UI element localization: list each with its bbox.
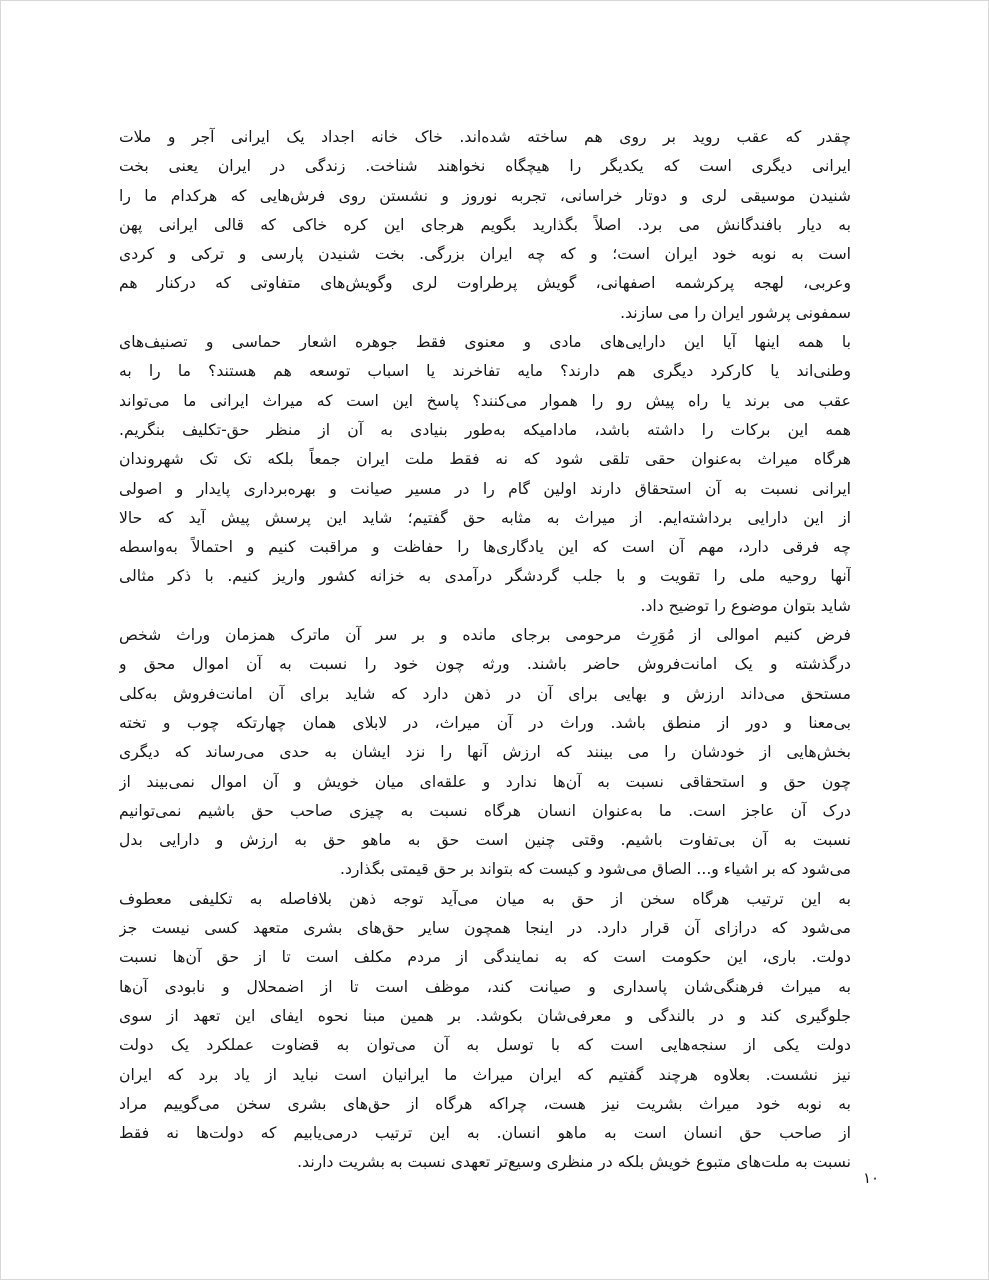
text-line: شاید بتوان موضوع را توضیح داد. <box>640 596 851 615</box>
text-line: سمفونی پرشور ایران را می سازند. <box>620 303 851 322</box>
text-line: مستحق می‌داند ارزش و بهایی برای آن در ذهن دارد که شاید برای آن امانت‌فروش به‌کلی <box>119 684 851 703</box>
text-line: می‌شود که بر اشیاء و... الصاق می‌شود و کیست که بتواند بر حق قیمتی بگذارد. <box>340 860 851 879</box>
text-line: بخش‌هایی از خودشان را می بینند که ارزش آنها را نزد ایشان به حدی می‌رساند که دیگری <box>119 743 851 762</box>
text-line: آنها روحیه ملی را تقویت و با جلب گردشگر درآمدی به خزانه کشور واریز کنیم. با ذکر مثالی <box>119 567 851 586</box>
text-line: درک آن عاجز است. ما به‌عنوان انسان هرگاه نسبت به چیزی صاحب حق باشیم نمی‌توانیم <box>119 801 851 820</box>
text-line: شنیدن موسیقی لری و دوتار خراسانی، تجربه نوروز و نشستن روی فرش‌هایی که هرکدام ما را <box>119 186 851 205</box>
text-line: به میراث فرهنگی‌شان پاسداری و صیانت کند، موظف است تا از اضمحلال و نابودی آن‌ها <box>119 977 851 996</box>
paragraph <box>119 123 851 328</box>
text-line: می‌شود که درازای آن قرار دارد. در اینجا همچون سایر حق‌های بشری متعهد کسی نیست جز <box>119 919 851 938</box>
text-line: ایرانی دیگری است که یکدیگر را هیچگاه نخواهند شناخت. زندگی در ایران یعنی بخت <box>119 157 851 176</box>
text-line: به دیار بافندگانش می برد. اصلاً بگذارید بگویم هرجای این کره خاکی که قالی ایرانی پهن <box>119 215 851 234</box>
text-line: فرض کنیم اموالی از مُوَرِث مرحومی برجای مانده و بر سر آن ماترک همزمان وراث شخص <box>119 626 851 645</box>
text-line: به نوبه خود میراث بشریت نیز هست، چراکه هرگاه از حق‌های بشری سخن می‌گوییم مراد <box>119 1094 851 1113</box>
body-text <box>119 123 851 1178</box>
text-line: دولت یکی از سنجه‌هایی است که با توسل به آن می‌توان به قضاوت عملکرد یک دولت <box>119 1036 851 1055</box>
text-line: است به نوبه خود ایران است؛ و که چه ایران بزرگی. بخت شنیدن پارسی و ترکی و کردی <box>119 245 851 264</box>
paragraph <box>119 621 851 885</box>
text-line: نسبت به ملت‌های متبوع خویش بلکه در منظری وسیع‌تر تعهدی نسبت به بشریت دارند. <box>297 1153 851 1172</box>
paragraph <box>119 328 851 621</box>
text-line: وعربی، لهجه پرکرشمه اصفهانی، گویش پرطراوت لری وگویش‌های متفاوتی که درکنار هم <box>119 274 851 293</box>
text-line: نیز نشست. بعلاوه هرچند گفتیم که ایران میراث ما ایرانیان است نباید از یاد برد که ایران <box>119 1065 851 1084</box>
text-line: عقب می برند یا راه پیش رو را هموار می‌کنند؟ پاسخ این است که میراث ایرانی ما می‌تواند <box>119 391 851 410</box>
text-line: از این دارایی برداشته‌ایم. از میراث به مثابه حق گفتیم؛ شاید این پرسش پیش آید که حالا <box>119 508 851 527</box>
text-line: بی‌معنا و دور از منطق باشد. وراث در آن میراث، در لابلای همان چهارتکه چوب و تخته <box>119 713 851 732</box>
text-line: از صاحب حق انسان است به ماهو انسان. به این ترتیب درمی‌یابیم که دولت‌ها نه فقط <box>119 1124 851 1143</box>
paragraph <box>119 885 851 1178</box>
text-line: هرگاه میراث به‌عنوان حقی تلقی شود که نه فقط ملت ایران جمعاً بلکه تک تک شهروندان <box>119 450 851 469</box>
text-line: جلوگیری کند و در بالندگی و معرفی‌شان بکوشد. بر همین مبنا نحوه ایفای این تعهد از سوی <box>119 1006 851 1025</box>
text-line: چون حق و استحقاقی نسبت به آن‌ها ندارد و علقه‌ای میان خویش و آن اموال نمی‌بیند از <box>119 772 851 791</box>
text-line: وطنی‌اند یا کارکرد دیگری هم دارند؟ مایه تفاخرند یا اسباب توسعه هم هستند؟ ما را به <box>119 362 851 381</box>
text-line: با همه اینها آیا این دارایی‌های مادی و معنوی فقط جوهره اشعار حماسی و تصنیف‌های <box>119 333 851 352</box>
text-line: همه این برکات را داشته باشد، مادامیکه به‌طور بنیادی به آن از منظر حق-تکلیف بنگریم. <box>119 420 851 439</box>
text-line: درگذشته و یک امانت‌فروش حاضر باشند. ورثه چون خود را نسبت به آن اموال محق و <box>119 655 851 674</box>
text-line: به این ترتیب هرگاه سخن از حق به میان می‌آید توجه ذهن بلافاصله به تکلیفی معطوف <box>119 889 851 908</box>
text-line: دولت. باری، این حکومت است که به نمایندگی از مردم مکلف است تا از حق آن‌ها نسبت <box>119 948 851 967</box>
text-line: ایرانی نسبت به آن استحقاق دارند اولین گام را در مسیر صیانت و بهره‌برداری پایدار و اصولی <box>119 479 851 498</box>
page-number: ۱۰ <box>863 1169 880 1187</box>
text-line: چه فرقی دارد، مهم آن است که این یادگاری‌ها را حفاظت و مراقبت کنیم و احتمالاً به‌واسطه <box>119 538 851 557</box>
text-line: چقدر که عقب روید بر روی هم ساخته شده‌اند. خاک خانه اجداد یک ایرانی آجر و ملات <box>119 128 851 146</box>
text-line: نسبت به آن بی‌تفاوت باشیم. وقتی چنین است حق به ماهو حق به ارزش و دارایی بدل <box>119 831 851 850</box>
